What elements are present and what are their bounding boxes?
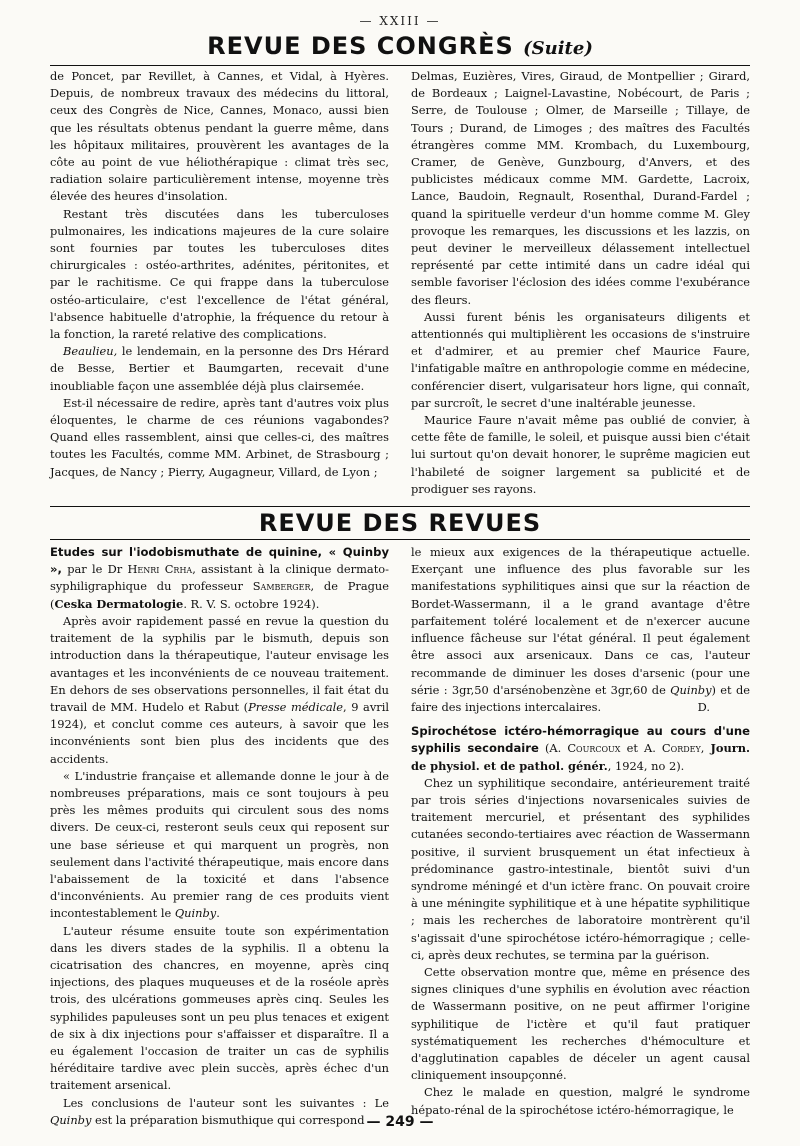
paragraph bbox=[50, 613, 389, 768]
reference: Presse médicale bbox=[248, 699, 344, 714]
article-heading bbox=[411, 723, 750, 775]
paragraph-text: Les conclusions de l'auteur sont les suivantes : Le bbox=[63, 1095, 389, 1110]
section-title-congres bbox=[50, 32, 750, 63]
byline: , bbox=[700, 741, 711, 756]
title-rule bbox=[50, 65, 750, 66]
paragraph: Aussi furent bénis les organisateurs diligents et attentionnés qui multiplièrent les occasions de s'instruire et d'admirer, et au premier chef Maurice Faure, l'infatigable maître en anthropologie comme en médecine, conférencier disert, vulgarisateur hors ligne, qui connaît, par surcroît, le secret d'une inaltérable jeunesse. bbox=[411, 309, 750, 410]
paragraph-text: le mieux aux exigences de la thérapeutique actuelle. Exerçant une influence des plus favorable sur les manifestations syphilitiques ainsi que sur la réaction de Bordet-Wassermann, il a le grand avantage d'être parfaitement toléré localement et de n'exercer aucune influence fâcheuse sur l'état général. Il peut également être associ aux arsenicaux. Dans ce cas, l'auteur recommande de diminuer les doses d'arsenic (pour une série : 3gr,50 d'arsénobenzène et 3gr,60 de bbox=[411, 545, 750, 697]
section-title-revues: REVUE DES REVUES bbox=[258, 509, 542, 538]
paragraph-text: Après avoir rapidement passé en revue la question du traitement de la syphilis par le bismuth, depuis son introduction dans la thérapeutique, l'auteur envisage les avantages et les inconvénients de ce nouveau traitement. En dehors de ses observations personnelles, il fait état du travail de MM. Hudelo et Rabut ( bbox=[50, 613, 389, 714]
byline: , assistant à la clinique dermato-syphiligraphique du professeur bbox=[50, 562, 389, 594]
paragraph bbox=[50, 343, 389, 395]
byline: par le Dr bbox=[67, 562, 128, 577]
product-name: Quinby bbox=[174, 906, 217, 921]
paragraph: Maurice Faure n'avait même pas oublié de convier, à cette fête de famille, le soleil, et puisque aussi bien c'était lui surtout qu'on devait honorer, le suprême magicien eut l'habileté de soigner largement sa publicité et de prodiguer ses rayons. bbox=[411, 413, 750, 496]
paragraph: Chez le malade en question, malgré le syndrome hépato-rénal de la spirochétose ictéro-hémorragique, le bbox=[411, 1085, 750, 1117]
article-heading bbox=[50, 544, 389, 613]
professor-name: Samberger bbox=[252, 579, 311, 594]
product-name: Quinby bbox=[670, 682, 712, 697]
congres-right-column bbox=[411, 68, 750, 498]
paragraph: L'auteur résume ensuite toute son expérimentation dans les divers stades de la syphilis. Il a obtenu la cicatrisation des chancres, en moyenne, après cinq injections, des plaques muqueuses et de la roséole après trois, des ulcérations gommeuses après cinq. Seules les syphilides papuleuses sont un peu plus tenaces et exigent de six à dix injections pour s'affaisser et disparaître. Il a eu également l'occasion de traiter un cas de syphilis héréditaire tardive avec plein succès, après échec d'un traitement arsenical. bbox=[50, 923, 389, 1093]
paragraph-text: « L'industrie française et allemande donne le jour à de nombreuses préparations, mais ce sont toujours à peu près les mêmes produits qui circulent sous des noms divers. De ceux-ci, resteront seuls ceux qui reposent sur une base sérieuse et qui marquent un progrès, non seulement dans l'activité thérapeutique, mais encore dans l'abaissement de la toxicité et dans l'absence d'inconvénients. Au premier rang de ces produits vient incontestablement le bbox=[50, 768, 389, 921]
journal-page bbox=[50, 0, 750, 1146]
paragraph-text: le lendemain, en la personne des Drs Hérard de Besse, Bertier et Baumgarten, recevait d'une inoubliable façon une assemblée déjà plus clairsemée. bbox=[50, 344, 389, 393]
paragraph: de Poncet, par Revillet, à Cannes, et Vidal, à Hyères. Depuis, de nombreux travaux des médecins du littoral, ceux des Congrès de Nice, Cannes, Monaco, aussi bien que les résultats obtenus pendant la guerre même, dans les hôpitaux militaires, prouvèrent les avantages de la côte au point de vue héliothérapique : climat très sec, radiation solaire particulièrement intense, moyenne très élevée des heures d'insolation. bbox=[50, 69, 389, 204]
title-text: REVUE DES CONGRÈS bbox=[207, 32, 514, 60]
author-name: Cordey bbox=[661, 741, 701, 756]
author-name: Henri Crha bbox=[127, 562, 193, 577]
revues-columns bbox=[50, 544, 750, 1129]
byline: et A. bbox=[620, 741, 662, 756]
product-name: Quinby bbox=[50, 1112, 92, 1127]
header-ornament: — XXIII — bbox=[359, 14, 441, 28]
paragraph: Cette observation montre que, même en présence des signes cliniques d'une syphilis en évolution avec réaction de Wassermann positive, on ne peut affirmer l'origine syphilitique de l'ictère et qu'il faut pratiquer systématiquement les recherches d'hémoculture et d'agglutination capables de déceler un agent causal cliniquement insoupçonné. bbox=[411, 964, 750, 1083]
place-name: Beaulieu, bbox=[63, 344, 118, 359]
byline: , 1924, no 2). bbox=[607, 758, 685, 773]
article-title: Spirochétose ictéro-hémorragique au cours d'une syphilis secondaire bbox=[411, 724, 750, 756]
congres-left-column bbox=[50, 68, 389, 498]
paragraph bbox=[411, 544, 750, 716]
signature: D. bbox=[697, 699, 710, 714]
byline: . R. V. S. octobre 1924). bbox=[183, 596, 320, 611]
paragraph-text: ) et de faire des injections intercalaires. bbox=[411, 682, 750, 714]
paragraph-text: . bbox=[216, 906, 220, 921]
revues-right-column bbox=[411, 544, 750, 1129]
title-suite: (Suite) bbox=[523, 38, 593, 59]
byline: , de Prague ( bbox=[50, 579, 389, 611]
paragraph-text: , 9 avril 1924), et conclut comme ces auteurs, à savoir que les inconvénients sont bien plus des incidents que des accidents. bbox=[50, 699, 389, 766]
paragraph: Restant très discutées dans les tuberculoses pulmonaires, les indications majeures de la cure solaire sont fournies par toutes les tuberculoses dites chirurgicales : ostéo-arthrites, adénites, péritonites, et par le rachitisme. Ce qui frappe dans la tuberculose ostéo-articulaire, c'est l'excellence de l'état général, l'absence habituelle d'atrophie, la fréquence du retour à la fonction, la rareté relative des complications. bbox=[50, 206, 389, 342]
paragraph: Chez un syphilitique secondaire, antérieurement traité par trois séries d'injections novarsenicales suivies de traitement mercuriel, et présentant des syphilides cutanées secondo-tertiaires avec réaction de Wassermann positive, il survient brusquement un état infectieux à prédominance gastro-intestinale, bientôt suivi d'un syndrome méningé et d'un ictère franc. On pouvait croire à une méningite syphilitique et à une hépatite syphilitique ; mais les recherches de laboratoire montrèrent qu'il s'agissait d'une spirochétose ictéro-hémorragique ; celle-ci, après deux rechutes, se termina par la guérison. bbox=[411, 775, 750, 962]
section-divider bbox=[50, 506, 750, 507]
paragraph-text: est la préparation bismuthique qui correspond bbox=[91, 1112, 365, 1127]
congres-columns bbox=[50, 68, 750, 498]
journal-name: Journ. de physiol. et de pathol. génér. bbox=[411, 741, 750, 773]
article-title: Etudes sur l'iodobismuthate de quinine, « Quinby », bbox=[50, 545, 389, 577]
journal-name: Ceska Dermatologie bbox=[54, 596, 184, 611]
byline: (A. bbox=[538, 741, 568, 756]
revues-left-column bbox=[50, 544, 389, 1129]
title-rule bbox=[50, 539, 750, 540]
page-number: — 249 — bbox=[366, 1114, 434, 1130]
paragraph: Est-il nécessaire de redire, après tant d'autres voix plus éloquentes, le charme de ces réunions vagabondes? Quand elles rassemblent, ainsi que celles-ci, des maîtres toutes les Facultés, comme MM. Arbinet, de Strasbourg ; Jacques, de Nancy ; Pierry, Augagneur, Villard, de Lyon ; bbox=[50, 395, 389, 479]
paragraph bbox=[50, 768, 389, 923]
author-name: Courcoux bbox=[567, 741, 621, 756]
paragraph: Delmas, Euzières, Vires, Giraud, de Montpellier ; Girard, de Bordeaux ; Laignel-Lavastine, Nobécourt, de Paris ; Serre, de Toulouse ; Olmer, de Marseille ; Tillaye, de Tours ; Durand, de Limoges ; des maîtres des Facultés étrangères comme MM. Krombach, du Luxembourg, Cramer, de Genève, Gunzbourg, d'Anvers, et des publicistes médicaux comme MM. Gardette, Lacroix, Lance, Baudoin, Regnault, Rosenthal, Durand-Fardel ; quand la spirituelle verdeur d'un homme comme M. Gley provoque les remarques, les discussions et les lazzis, on peut deviner le merveilleux délassement intellectuel représenté par cette intimité dans un cadre idéal qui semble favoriser l'éclosion des idées comme l'exubérance des fleurs. bbox=[411, 69, 750, 307]
